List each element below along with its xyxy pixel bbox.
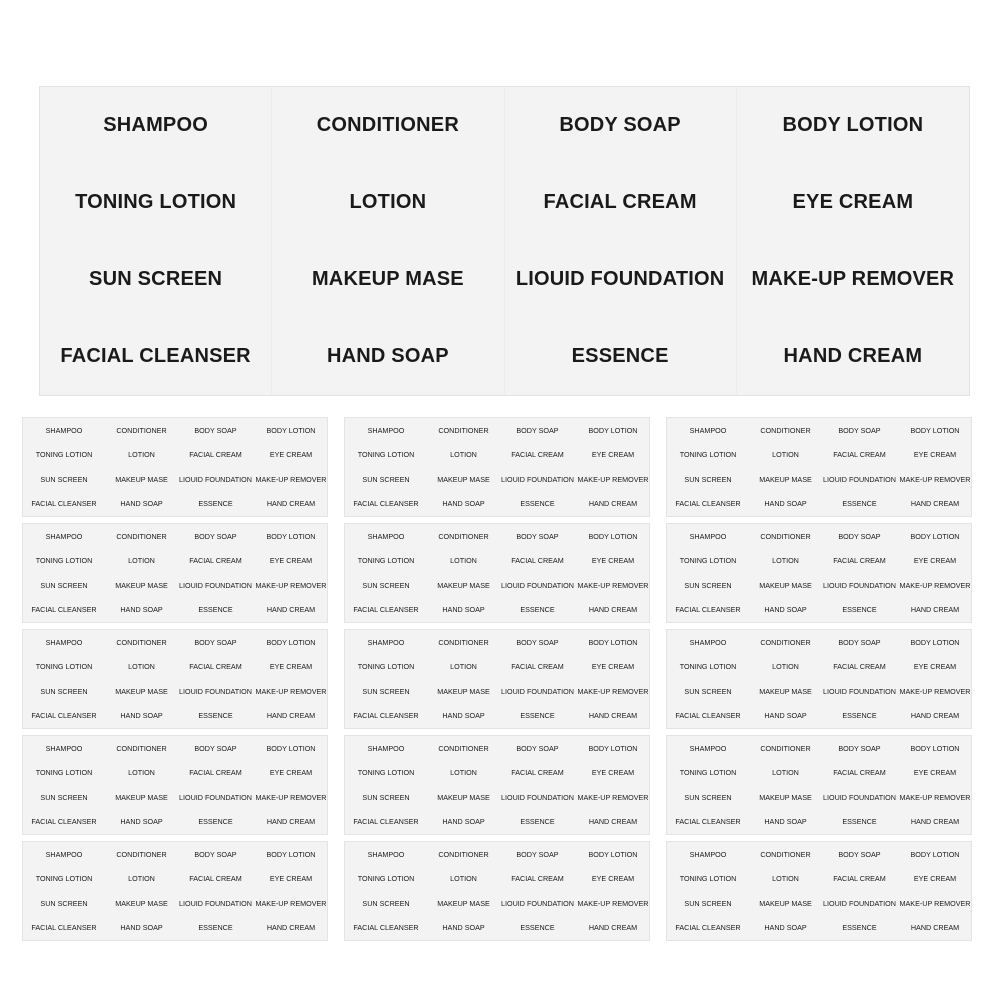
small-label-lotion: LOTION <box>128 450 155 460</box>
small-label-liouid-foundation: LIOUID FOUNDATION <box>823 580 896 590</box>
small-label-essence: ESSENCE <box>842 923 877 933</box>
small-label-conditioner: CONDITIONER <box>116 531 167 541</box>
large-label-liouid-foundation: LIOUID FOUNDATION <box>505 241 737 318</box>
small-label-facial-cleanser: FACIAL CLEANSER <box>31 499 97 509</box>
small-label-hand-cream: HAND CREAM <box>266 923 316 933</box>
small-label-shampoo: SHAMPOO <box>689 425 727 435</box>
small-label-liouid-foundation: LIOUID FOUNDATION <box>179 898 252 908</box>
small-label-sheet <box>22 629 328 729</box>
small-label-body-soap: BODY SOAP <box>194 425 237 435</box>
small-label-body-soap: BODY SOAP <box>838 743 881 753</box>
small-label-sun-screen: SUN SCREEN <box>40 686 88 696</box>
small-label-lotion: LOTION <box>128 874 155 884</box>
small-label-lotion: LOTION <box>450 874 477 884</box>
small-label-sun-screen: SUN SCREEN <box>684 580 732 590</box>
small-label-facial-cream: FACIAL CREAM <box>833 874 886 884</box>
small-label-hand-soap: HAND SOAP <box>442 605 485 615</box>
small-label-conditioner: CONDITIONER <box>760 637 811 647</box>
small-label-sun-screen: SUN SCREEN <box>362 686 410 696</box>
small-label-hand-soap: HAND SOAP <box>764 605 807 615</box>
small-label-hand-cream: HAND CREAM <box>588 499 638 509</box>
small-label-facial-cleanser: FACIAL CLEANSER <box>31 923 97 933</box>
small-label-eye-cream: EYE CREAM <box>269 662 313 672</box>
small-label-make-up-remover: MAKE-UP REMOVER <box>899 474 971 484</box>
small-label-toning-lotion: TONING LOTION <box>679 874 737 884</box>
small-label-facial-cleanser: FACIAL CLEANSER <box>675 817 741 827</box>
small-label-makeup-mase: MAKEUP MASE <box>115 792 168 802</box>
large-label-toning-lotion: TONING LOTION <box>40 164 272 241</box>
small-label-sheet <box>666 417 972 517</box>
small-label-sun-screen: SUN SCREEN <box>40 580 88 590</box>
small-label-facial-cleanser: FACIAL CLEANSER <box>31 817 97 827</box>
small-label-makeup-mase: MAKEUP MASE <box>759 686 812 696</box>
small-label-make-up-remover: MAKE-UP REMOVER <box>255 474 327 484</box>
small-label-body-lotion: BODY LOTION <box>910 425 960 435</box>
small-label-hand-cream: HAND CREAM <box>266 711 316 721</box>
small-label-liouid-foundation: LIOUID FOUNDATION <box>501 474 574 484</box>
small-label-facial-cream: FACIAL CREAM <box>189 768 242 778</box>
large-label-eye-cream: EYE CREAM <box>792 191 914 213</box>
small-label-body-soap: BODY SOAP <box>516 531 559 541</box>
small-label-body-lotion: BODY LOTION <box>910 849 960 859</box>
small-label-lotion: LOTION <box>772 556 799 566</box>
large-label-makeup-mase: MAKEUP MASE <box>272 241 504 318</box>
small-label-hand-cream: HAND CREAM <box>266 817 316 827</box>
small-label-make-up-remover: MAKE-UP REMOVER <box>899 792 971 802</box>
small-label-make-up-remover: MAKE-UP REMOVER <box>899 898 971 908</box>
small-label-eye-cream: EYE CREAM <box>913 874 957 884</box>
small-label-sheet <box>666 629 972 729</box>
small-label-makeup-mase: MAKEUP MASE <box>115 580 168 590</box>
small-label-toning-lotion: TONING LOTION <box>35 874 93 884</box>
small-label-sun-screen: SUN SCREEN <box>362 580 410 590</box>
small-label-make-up-remover: MAKE-UP REMOVER <box>255 580 327 590</box>
small-label-make-up-remover: MAKE-UP REMOVER <box>255 686 327 696</box>
small-label-liouid-foundation: LIOUID FOUNDATION <box>501 686 574 696</box>
small-label-shampoo: SHAMPOO <box>45 531 83 541</box>
small-label-essence: ESSENCE <box>198 817 233 827</box>
small-label-essence: ESSENCE <box>842 499 877 509</box>
small-label-sun-screen: SUN SCREEN <box>40 474 88 484</box>
small-label-conditioner: CONDITIONER <box>760 743 811 753</box>
small-label-essence: ESSENCE <box>520 499 555 509</box>
small-label-hand-soap: HAND SOAP <box>764 499 807 509</box>
large-label-make-up-remover: MAKE-UP REMOVER <box>751 268 955 290</box>
small-label-body-soap: BODY SOAP <box>838 849 881 859</box>
small-label-sun-screen: SUN SCREEN <box>684 474 732 484</box>
small-label-facial-cleanser: FACIAL CLEANSER <box>31 711 97 721</box>
small-label-hand-soap: HAND SOAP <box>120 499 163 509</box>
small-label-toning-lotion: TONING LOTION <box>679 662 737 672</box>
small-label-hand-soap: HAND SOAP <box>120 605 163 615</box>
small-label-conditioner: CONDITIONER <box>438 849 489 859</box>
small-label-liouid-foundation: LIOUID FOUNDATION <box>823 474 896 484</box>
small-label-make-up-remover: MAKE-UP REMOVER <box>899 686 971 696</box>
small-label-make-up-remover: MAKE-UP REMOVER <box>255 898 327 908</box>
small-label-essence: ESSENCE <box>198 923 233 933</box>
small-label-essence: ESSENCE <box>520 711 555 721</box>
small-label-lotion: LOTION <box>772 768 799 778</box>
large-label-hand-soap: HAND SOAP <box>272 318 504 395</box>
small-label-hand-cream: HAND CREAM <box>910 923 960 933</box>
small-label-toning-lotion: TONING LOTION <box>35 768 93 778</box>
small-label-essence: ESSENCE <box>520 605 555 615</box>
small-label-liouid-foundation: LIOUID FOUNDATION <box>179 580 252 590</box>
small-label-facial-cream: FACIAL CREAM <box>833 662 886 672</box>
small-label-facial-cream: FACIAL CREAM <box>511 450 564 460</box>
small-label-shampoo: SHAMPOO <box>367 637 405 647</box>
small-label-makeup-mase: MAKEUP MASE <box>759 474 812 484</box>
small-label-shampoo: SHAMPOO <box>689 849 727 859</box>
small-label-body-soap: BODY SOAP <box>194 849 237 859</box>
small-label-body-soap: BODY SOAP <box>838 425 881 435</box>
small-label-toning-lotion: TONING LOTION <box>35 556 93 566</box>
small-label-hand-soap: HAND SOAP <box>764 711 807 721</box>
small-label-toning-lotion: TONING LOTION <box>357 662 415 672</box>
small-label-conditioner: CONDITIONER <box>438 637 489 647</box>
small-label-shampoo: SHAMPOO <box>45 849 83 859</box>
small-label-liouid-foundation: LIOUID FOUNDATION <box>823 686 896 696</box>
small-label-conditioner: CONDITIONER <box>438 425 489 435</box>
small-label-toning-lotion: TONING LOTION <box>35 450 93 460</box>
small-label-facial-cream: FACIAL CREAM <box>511 768 564 778</box>
small-label-sun-screen: SUN SCREEN <box>684 792 732 802</box>
small-label-sheet <box>22 523 328 623</box>
small-label-facial-cream: FACIAL CREAM <box>189 556 242 566</box>
small-label-facial-cleanser: FACIAL CLEANSER <box>675 711 741 721</box>
small-label-sheet <box>344 629 650 729</box>
small-label-facial-cleanser: FACIAL CLEANSER <box>353 817 419 827</box>
small-label-body-lotion: BODY LOTION <box>588 531 638 541</box>
small-label-body-lotion: BODY LOTION <box>910 743 960 753</box>
small-label-body-lotion: BODY LOTION <box>266 743 316 753</box>
small-label-make-up-remover: MAKE-UP REMOVER <box>577 474 649 484</box>
small-label-liouid-foundation: LIOUID FOUNDATION <box>179 792 252 802</box>
small-label-hand-cream: HAND CREAM <box>910 711 960 721</box>
small-label-body-lotion: BODY LOTION <box>910 637 960 647</box>
small-label-sheet <box>666 841 972 941</box>
small-label-body-soap: BODY SOAP <box>194 743 237 753</box>
small-label-sheets <box>22 417 972 944</box>
large-label-essence: ESSENCE <box>505 318 737 395</box>
small-label-sun-screen: SUN SCREEN <box>684 686 732 696</box>
small-label-facial-cream: FACIAL CREAM <box>189 662 242 672</box>
large-label-body-soap: BODY SOAP <box>505 87 737 164</box>
small-label-body-lotion: BODY LOTION <box>910 531 960 541</box>
small-label-hand-soap: HAND SOAP <box>442 499 485 509</box>
small-label-conditioner: CONDITIONER <box>760 425 811 435</box>
small-label-sheet <box>666 735 972 835</box>
small-label-essence: ESSENCE <box>198 711 233 721</box>
small-label-hand-cream: HAND CREAM <box>266 499 316 509</box>
small-label-make-up-remover: MAKE-UP REMOVER <box>255 792 327 802</box>
small-label-essence: ESSENCE <box>842 711 877 721</box>
small-label-shampoo: SHAMPOO <box>45 637 83 647</box>
large-label-facial-cream: FACIAL CREAM <box>505 164 737 241</box>
small-label-hand-cream: HAND CREAM <box>910 499 960 509</box>
small-label-conditioner: CONDITIONER <box>760 849 811 859</box>
small-label-lotion: LOTION <box>450 662 477 672</box>
small-label-make-up-remover: MAKE-UP REMOVER <box>577 580 649 590</box>
small-label-makeup-mase: MAKEUP MASE <box>115 898 168 908</box>
small-label-facial-cleanser: FACIAL CLEANSER <box>675 605 741 615</box>
small-label-shampoo: SHAMPOO <box>689 637 727 647</box>
small-label-facial-cream: FACIAL CREAM <box>511 556 564 566</box>
small-label-lotion: LOTION <box>128 662 155 672</box>
small-label-make-up-remover: MAKE-UP REMOVER <box>577 898 649 908</box>
small-label-body-lotion: BODY LOTION <box>266 531 316 541</box>
small-label-lotion: LOTION <box>772 662 799 672</box>
small-label-hand-cream: HAND CREAM <box>910 605 960 615</box>
small-label-toning-lotion: TONING LOTION <box>357 874 415 884</box>
large-label-lotion: LOTION <box>272 164 504 241</box>
small-label-facial-cream: FACIAL CREAM <box>189 874 242 884</box>
small-label-shampoo: SHAMPOO <box>45 743 83 753</box>
small-label-facial-cleanser: FACIAL CLEANSER <box>31 605 97 615</box>
small-label-hand-soap: HAND SOAP <box>120 923 163 933</box>
small-label-body-soap: BODY SOAP <box>194 637 237 647</box>
small-label-toning-lotion: TONING LOTION <box>679 768 737 778</box>
small-label-body-lotion: BODY LOTION <box>266 425 316 435</box>
small-label-body-lotion: BODY LOTION <box>588 849 638 859</box>
small-label-hand-cream: HAND CREAM <box>588 817 638 827</box>
small-label-shampoo: SHAMPOO <box>689 743 727 753</box>
small-label-eye-cream: EYE CREAM <box>591 450 635 460</box>
small-label-sheet <box>344 841 650 941</box>
small-label-makeup-mase: MAKEUP MASE <box>759 898 812 908</box>
small-label-conditioner: CONDITIONER <box>116 743 167 753</box>
small-label-essence: ESSENCE <box>842 817 877 827</box>
small-label-essence: ESSENCE <box>520 817 555 827</box>
small-label-eye-cream: EYE CREAM <box>591 874 635 884</box>
small-label-toning-lotion: TONING LOTION <box>357 450 415 460</box>
small-label-makeup-mase: MAKEUP MASE <box>115 474 168 484</box>
small-label-shampoo: SHAMPOO <box>367 743 405 753</box>
small-label-conditioner: CONDITIONER <box>116 637 167 647</box>
small-label-hand-soap: HAND SOAP <box>120 817 163 827</box>
small-label-sun-screen: SUN SCREEN <box>40 898 88 908</box>
small-label-lotion: LOTION <box>450 450 477 460</box>
small-label-hand-soap: HAND SOAP <box>442 817 485 827</box>
small-label-sun-screen: SUN SCREEN <box>362 792 410 802</box>
small-label-facial-cleanser: FACIAL CLEANSER <box>353 499 419 509</box>
small-label-body-soap: BODY SOAP <box>838 637 881 647</box>
small-label-conditioner: CONDITIONER <box>760 531 811 541</box>
small-label-body-soap: BODY SOAP <box>516 849 559 859</box>
small-label-eye-cream: EYE CREAM <box>269 768 313 778</box>
small-label-makeup-mase: MAKEUP MASE <box>437 580 490 590</box>
small-label-conditioner: CONDITIONER <box>438 531 489 541</box>
small-label-facial-cleanser: FACIAL CLEANSER <box>353 605 419 615</box>
small-label-hand-cream: HAND CREAM <box>588 711 638 721</box>
small-label-lotion: LOTION <box>128 768 155 778</box>
small-label-hand-cream: HAND CREAM <box>588 605 638 615</box>
small-label-shampoo: SHAMPOO <box>689 531 727 541</box>
small-label-hand-soap: HAND SOAP <box>120 711 163 721</box>
small-label-hand-soap: HAND SOAP <box>442 711 485 721</box>
small-label-eye-cream: EYE CREAM <box>591 768 635 778</box>
small-label-sheet <box>22 841 328 941</box>
small-label-liouid-foundation: LIOUID FOUNDATION <box>823 898 896 908</box>
small-label-essence: ESSENCE <box>198 499 233 509</box>
small-label-facial-cleanser: FACIAL CLEANSER <box>353 923 419 933</box>
large-label-sheet <box>39 86 970 396</box>
small-label-sun-screen: SUN SCREEN <box>362 474 410 484</box>
small-label-body-lotion: BODY LOTION <box>266 637 316 647</box>
small-label-shampoo: SHAMPOO <box>367 849 405 859</box>
small-label-sheet <box>344 735 650 835</box>
small-label-body-soap: BODY SOAP <box>516 637 559 647</box>
small-label-make-up-remover: MAKE-UP REMOVER <box>899 580 971 590</box>
small-label-sheet <box>22 735 328 835</box>
large-label-shampoo: SHAMPOO <box>40 87 272 164</box>
small-label-body-lotion: BODY LOTION <box>588 637 638 647</box>
small-label-eye-cream: EYE CREAM <box>913 556 957 566</box>
small-label-sheet <box>344 417 650 517</box>
small-label-makeup-mase: MAKEUP MASE <box>759 792 812 802</box>
small-label-lotion: LOTION <box>128 556 155 566</box>
small-label-makeup-mase: MAKEUP MASE <box>437 898 490 908</box>
small-label-toning-lotion: TONING LOTION <box>357 556 415 566</box>
large-label-sun-screen: SUN SCREEN <box>40 241 272 318</box>
small-label-sun-screen: SUN SCREEN <box>40 792 88 802</box>
small-label-conditioner: CONDITIONER <box>116 849 167 859</box>
small-label-facial-cleanser: FACIAL CLEANSER <box>675 923 741 933</box>
small-label-toning-lotion: TONING LOTION <box>679 450 737 460</box>
small-label-liouid-foundation: LIOUID FOUNDATION <box>501 898 574 908</box>
small-label-facial-cream: FACIAL CREAM <box>833 556 886 566</box>
small-label-facial-cream: FACIAL CREAM <box>833 768 886 778</box>
small-label-facial-cleanser: FACIAL CLEANSER <box>353 711 419 721</box>
small-label-liouid-foundation: LIOUID FOUNDATION <box>823 792 896 802</box>
small-label-hand-soap: HAND SOAP <box>764 923 807 933</box>
small-label-hand-soap: HAND SOAP <box>764 817 807 827</box>
small-label-body-soap: BODY SOAP <box>516 425 559 435</box>
small-label-hand-cream: HAND CREAM <box>266 605 316 615</box>
small-label-eye-cream: EYE CREAM <box>269 450 313 460</box>
small-label-sheet <box>666 523 972 623</box>
small-label-make-up-remover: MAKE-UP REMOVER <box>577 686 649 696</box>
small-label-body-lotion: BODY LOTION <box>266 849 316 859</box>
small-label-make-up-remover: MAKE-UP REMOVER <box>577 792 649 802</box>
small-label-facial-cleanser: FACIAL CLEANSER <box>675 499 741 509</box>
small-label-hand-cream: HAND CREAM <box>910 817 960 827</box>
small-label-sheet <box>344 523 650 623</box>
small-label-eye-cream: EYE CREAM <box>269 874 313 884</box>
small-label-conditioner: CONDITIONER <box>116 425 167 435</box>
small-label-hand-soap: HAND SOAP <box>442 923 485 933</box>
small-label-body-lotion: BODY LOTION <box>588 425 638 435</box>
large-label-body-lotion: BODY LOTION <box>782 114 924 136</box>
small-label-lotion: LOTION <box>450 556 477 566</box>
small-label-shampoo: SHAMPOO <box>45 425 83 435</box>
small-label-essence: ESSENCE <box>842 605 877 615</box>
large-label-facial-cleanser: FACIAL CLEANSER <box>40 318 272 395</box>
small-label-essence: ESSENCE <box>198 605 233 615</box>
small-label-body-soap: BODY SOAP <box>838 531 881 541</box>
small-label-toning-lotion: TONING LOTION <box>35 662 93 672</box>
small-label-body-soap: BODY SOAP <box>516 743 559 753</box>
large-label-conditioner: CONDITIONER <box>272 87 504 164</box>
small-label-lotion: LOTION <box>772 874 799 884</box>
small-label-lotion: LOTION <box>772 450 799 460</box>
small-label-eye-cream: EYE CREAM <box>913 450 957 460</box>
small-label-body-soap: BODY SOAP <box>194 531 237 541</box>
small-label-makeup-mase: MAKEUP MASE <box>115 686 168 696</box>
small-label-facial-cream: FACIAL CREAM <box>189 450 242 460</box>
small-label-liouid-foundation: LIOUID FOUNDATION <box>179 686 252 696</box>
small-label-shampoo: SHAMPOO <box>367 425 405 435</box>
small-label-toning-lotion: TONING LOTION <box>679 556 737 566</box>
large-label-hand-cream: HAND CREAM <box>783 345 923 367</box>
small-label-shampoo: SHAMPOO <box>367 531 405 541</box>
small-label-sun-screen: SUN SCREEN <box>684 898 732 908</box>
small-label-makeup-mase: MAKEUP MASE <box>759 580 812 590</box>
small-label-hand-cream: HAND CREAM <box>588 923 638 933</box>
small-label-essence: ESSENCE <box>520 923 555 933</box>
small-label-toning-lotion: TONING LOTION <box>357 768 415 778</box>
small-label-conditioner: CONDITIONER <box>438 743 489 753</box>
small-label-liouid-foundation: LIOUID FOUNDATION <box>179 474 252 484</box>
small-label-eye-cream: EYE CREAM <box>591 556 635 566</box>
small-label-liouid-foundation: LIOUID FOUNDATION <box>501 580 574 590</box>
small-label-facial-cream: FACIAL CREAM <box>511 662 564 672</box>
small-label-makeup-mase: MAKEUP MASE <box>437 792 490 802</box>
small-label-facial-cream: FACIAL CREAM <box>511 874 564 884</box>
small-label-body-lotion: BODY LOTION <box>588 743 638 753</box>
small-label-liouid-foundation: LIOUID FOUNDATION <box>501 792 574 802</box>
small-label-sheet <box>22 417 328 517</box>
small-label-sun-screen: SUN SCREEN <box>362 898 410 908</box>
small-label-eye-cream: EYE CREAM <box>591 662 635 672</box>
small-label-eye-cream: EYE CREAM <box>269 556 313 566</box>
small-label-lotion: LOTION <box>450 768 477 778</box>
small-label-makeup-mase: MAKEUP MASE <box>437 474 490 484</box>
small-label-makeup-mase: MAKEUP MASE <box>437 686 490 696</box>
small-label-eye-cream: EYE CREAM <box>913 662 957 672</box>
small-label-eye-cream: EYE CREAM <box>913 768 957 778</box>
small-label-facial-cream: FACIAL CREAM <box>833 450 886 460</box>
